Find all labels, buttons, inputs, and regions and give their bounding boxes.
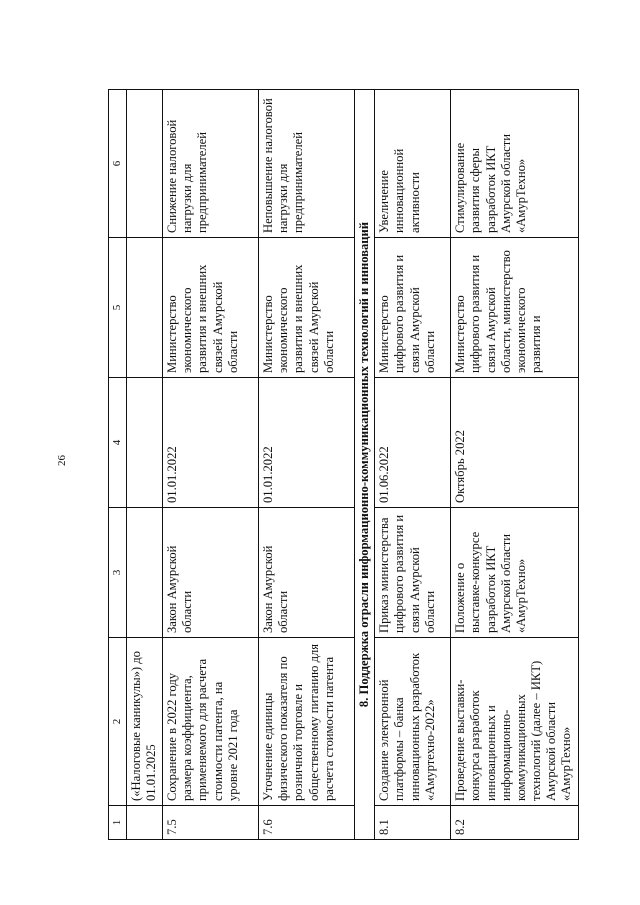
deadline-cell: 01.06.2022 — [375, 378, 451, 508]
responsible-cell: Министерство экономического развития и внешних связей Амурской области — [163, 238, 259, 378]
table-cell — [127, 238, 163, 378]
deadline-cell: Октябрь 2022 — [451, 378, 579, 508]
row-number: 7.5 — [163, 806, 259, 840]
row-number: 7.6 — [259, 806, 355, 840]
result-cell: Неповышение налоговой нагрузки для предпринимателей — [259, 90, 355, 238]
measure-cell: Создание электронной платформы – банка инновационных разработок «Амуртехно-2022» — [375, 638, 451, 806]
responsible-cell: Министерство экономического развития и внешних связей Амурской области — [259, 238, 355, 378]
table-cell — [127, 378, 163, 508]
table-cell — [127, 508, 163, 638]
row-number: 8.1 — [375, 806, 451, 840]
table-cell — [127, 806, 163, 840]
measure-cell: Проведение выставки-конкурса разработок инновационных и информационно-коммуникационных технологий (далее – ИКТ) Амурской области «АмурТехно» — [451, 638, 579, 806]
table-row — [259, 90, 355, 840]
measures-table — [108, 89, 579, 840]
responsible-cell: Министерство цифрового развития и связи Амурской области — [375, 238, 451, 378]
page-number: 26 — [56, 455, 68, 466]
column-number: 2 — [109, 638, 127, 806]
row-number: 8.2 — [451, 806, 579, 840]
deadline-cell: 01.01.2022 — [259, 378, 355, 508]
column-number: 4 — [109, 378, 127, 508]
table-row — [451, 90, 579, 840]
responsible-cell: Министерство цифрового развития и связи Амурской области, министерство экономического развития и — [451, 238, 579, 378]
deadline-cell: 01.01.2022 — [163, 378, 259, 508]
section-title: 8. Поддержка отрасли информационно-коммуникационных технологий и инноваций — [355, 90, 375, 840]
column-number: 5 — [109, 238, 127, 378]
document-cell: Закон Амурской области — [163, 508, 259, 638]
continuation-row — [127, 90, 163, 840]
section-row — [355, 90, 375, 840]
column-number: 1 — [109, 806, 127, 840]
document-cell: Приказ министерства цифрового развития и связи Амурской области — [375, 508, 451, 638]
column-number: 6 — [109, 90, 127, 238]
table-cell — [127, 90, 163, 238]
measure-cell: Сохранение в 2022 году размера коэффициента, применяемого для расчета стоимости патента, на уровне 2021 года — [163, 638, 259, 806]
document-cell: Закон Амурской области — [259, 508, 355, 638]
result-cell: Снижение налоговой нагрузки для предпринимателей — [163, 90, 259, 238]
result-cell: Увеличение инновационной активности — [375, 90, 451, 238]
column-number-row — [109, 90, 127, 840]
column-number: 3 — [109, 508, 127, 638]
table-row — [163, 90, 259, 840]
measure-cell: Уточнение единицы физического показателя по розничной торговле и общественному питанию для расчета стоимости патента — [259, 638, 355, 806]
table-cell: («Налоговые каникулы») до 01.01.2025 — [127, 638, 163, 806]
table-row — [375, 90, 451, 840]
document-cell: Положение о выставке-конкурсе разработок ИКТ Амурской области «АмурТехно» — [451, 508, 579, 638]
result-cell: Стимулирование развития сферы разработок ИКТ Амурской области «АмурТехно» — [451, 90, 579, 238]
rotated-table-container — [108, 90, 578, 840]
